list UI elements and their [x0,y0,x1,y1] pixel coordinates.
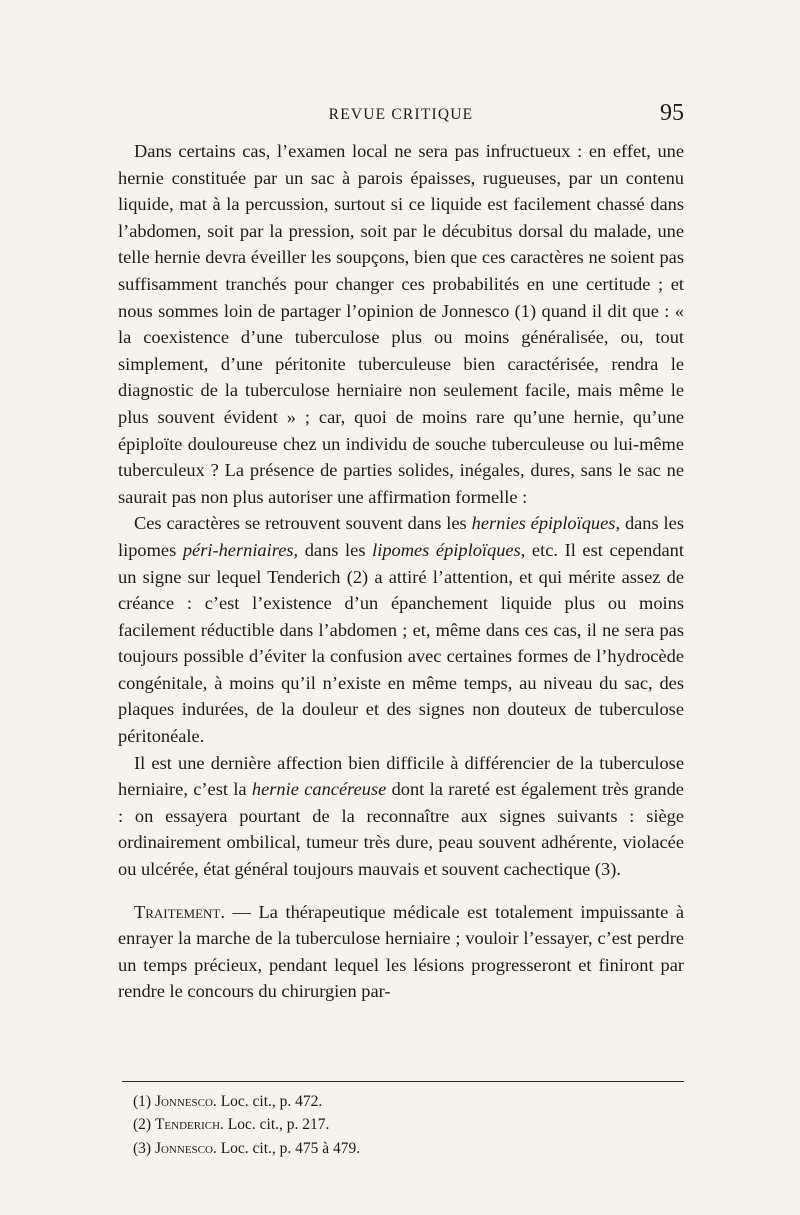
paragraph-3-text-b: dont la rareté est également très grande : on essayera pourtant de la reconnaître aux signes suivants : siège ordinairement ombilical, tumeur très dure, peau souvent adhérente, violacée ou ulcérée, état général toujours mauvais et souvent cachectique (3). [118,779,684,880]
page-header [118,100,684,136]
paragraph-2-text-c: , dans les [293,539,373,560]
footnote-author: Tenderich. [154,1116,224,1134]
section-heading-traitement: Traitement. [134,901,225,922]
paragraph-2-text-b: , dans les lipomes [118,513,684,560]
running-head: REVUE CRITIQUE [328,106,474,123]
footnote-2 [133,1113,683,1136]
italic-term-lipomes-epiploiques: lipomes épiploïques [372,539,521,560]
paragraph-2-text-d: , etc. Il est cependant un signe sur lequel Tenderich (2) a attiré l’attention, et qui mérite assez de créance : c’est l’existence d’un épanchement liquide plus ou moins facilement réductible dans l’abdomen ; et, même dans ces cas, il ne sera pas toujours possible d’éviter la confusion avec certaines formes de l’hydrocède congénitale, à moins qu’il n’existe en même temps, au niveau du sac, des plaques indurées, de la douleur et des signes non douteux de tuberculose péritonéale. [118,539,684,747]
footnote-reference: Loc. cit., p. 217. [223,1116,330,1134]
page-number: 95 [660,100,684,126]
footnote-mark: (1) [133,1093,152,1110]
footnote-reference: Loc. cit., p. 475 à 479. [216,1139,361,1157]
italic-term-hernies-epiploiques: hernies épiploïques [471,513,616,534]
italic-term-peri-herniaires: péri-herniaires [182,539,294,560]
footnote-reference: Loc. cit., p. 472. [216,1093,323,1110]
body-text [118,138,684,1005]
paragraph-2 [118,510,684,749]
paragraph-3-text-a: Il est une dernière affection bien difficile à différencier de la tuberculose herniaire, c’est la [118,752,684,800]
footnote-divider [122,1081,684,1082]
footnote-mark: (2) [133,1116,152,1134]
italic-term-hernie-cancereuse: hernie cancéreuse [251,779,387,800]
footnote-1 [133,1090,683,1113]
footnotes [133,1090,683,1160]
paragraph-4 [118,899,684,1005]
footnote-author: Jonnesco. [154,1139,217,1157]
paragraph-1: Dans certains cas, l’examen local ne sera pas infructueux : en effet, une hernie constituée par un sac à parois épaisses, rugueuses, par un contenu liquide, mat à la percussion, surtout si ce liquide est facilement chassé dans l’abdomen, soit par la pression, soit par le décubitus dorsal du malade, une telle hernie devra éveiller les soupçons, bien que ces caractères ne soient pas suffisamment tranchés pour changer ces probabilités en une certitude ; et nous sommes loin de partager l’opinion de Jonnesco (1) quand il dit que : « la coexistence d’une tuberculose plus ou moins généralisée, ou, tout simplement, d’une péritonite tuberculeuse bien caractérisée, rendra le diagnostic de la tuberculose herniaire non seulement facile, mais même le plus souvent évident » ; car, quoi de moins rare qu’une hernie, qu’une épiploïte douloureuse chez un individu de souche tuberculeuse ou lui-même tuberculeux ? La présence de parties solides, inégales, dures, sans le sac ne saurait pas non plus autoriser une affirmation formelle : [118,141,684,507]
paragraph-3 [118,750,684,883]
footnote-mark: (3) [133,1139,152,1157]
footnote-author: Jonnesco. [154,1093,217,1110]
paragraph-2-text-a: Ces caractères se retrouvent souvent dans les [134,513,472,534]
paragraph-4-text-a: — La thérapeutique médicale est totalement impuissante à enrayer la marche de la tuberculose herniaire ; vouloir l’essayer, c’est perdre un temps précieux, pendant lequel les lésions progresseront et finiront par rendre le concours du chirurgien par- [118,901,684,1002]
footnote-3 [133,1137,683,1160]
